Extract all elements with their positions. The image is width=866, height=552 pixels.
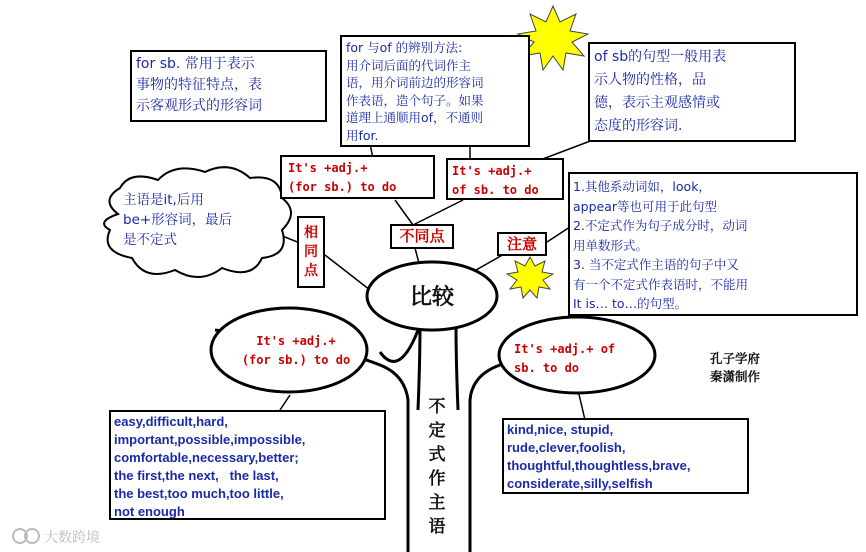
trunk-char: 作 [428,469,446,489]
note-line: appear等也可用于此句型 [573,198,718,214]
note-line: 示客观形式的形容词 [136,98,262,114]
label-char: 点 [304,263,318,279]
note-line: It is… to…的句型。 [573,296,688,311]
of-sb-usage-note [588,42,796,142]
differences-label [390,224,454,249]
note-line: 主语是it,后用 [123,192,204,208]
credit-line: 孔子学府 [710,351,761,366]
pattern-line: It's +adj.+ [256,334,336,348]
note-line: 示人物的性格，品 [594,72,706,88]
right-ellipse-text [514,340,654,378]
note-line: 3. 当不定式作主语的句子中又 [573,257,739,272]
center-label-text: 比较 [409,285,454,310]
note-line: 是不定式 [123,232,177,248]
note-line: 有一个不定式作表语时，不能用 [573,276,749,292]
pattern-line: of sb. to do [452,183,539,197]
credit-line: 秦潇制作 [710,369,761,384]
pattern-line: It's +adj.+ [288,161,368,175]
note-line: 1.其他系动词如，look， [573,179,711,194]
adjective-line: kind,nice, stupid, [507,422,614,437]
differences-label-text: 不同点 [399,227,445,245]
attention-note [568,172,858,316]
adjective-line: the first,the next, the last, [114,468,279,483]
adjective-line: easy,difficult,hard, [114,414,228,429]
for-of-distinction-note [340,35,530,147]
pattern-line: It's +adj.+ of [514,342,616,356]
attention-label [497,232,547,256]
attention-label-text: 注意 [506,235,537,253]
credit-text [710,350,780,386]
note-line: for sb. 常用于表示 [136,56,255,72]
adjective-line: thoughtful,thoughtless,brave, [507,458,691,473]
trunk-char: 式 [428,445,446,465]
center-label [367,280,497,311]
trunk-char: 定 [428,421,446,441]
note-line: 语，用介词前边的形容词 [346,75,484,90]
note-line: be+形容词，最后 [123,212,233,228]
pattern-line: (for sb.) to do [288,180,397,194]
star-icon [507,257,553,298]
trunk-char: 主 [428,493,446,513]
note-line: 2.不定式作为句子成分时，动词 [573,218,748,233]
note-line: of sb的句型一般用表 [594,49,727,65]
trunk-char: 不 [428,397,446,417]
watermark-text [44,527,100,547]
note-line: for 与of 的辨别方法: [346,40,463,55]
left-ellipse-text [226,332,366,370]
adjective-line: the best,too much,too little, [114,486,284,501]
adjective-line: important,possible,impossible, [114,432,306,447]
note-line: 用for. [346,127,379,143]
right-adjective-list [502,418,749,494]
left-adjective-list [109,410,386,520]
note-line: 事物的特征特点，表 [136,77,262,93]
pattern-of-box [446,158,564,200]
similarities-label [297,216,325,288]
adjective-line: not enough [114,504,185,519]
pattern-line: It's +adj.+ [452,164,532,178]
adjective-line: rude,clever,foolish, [507,440,626,455]
note-line: 作表语，造个句子。如果 [346,92,484,108]
note-line: 道理上通顺用of，不通则 [346,110,484,125]
watermark-logo-icon [13,529,39,543]
note-line: 用介词后面的代词作主 [346,57,472,73]
watermark-label: 大数跨境 [44,530,100,546]
adjective-line: considerate,silly,selfish [507,476,653,491]
trunk-char: 语 [428,517,446,537]
pattern-line: (for sb.) to do [241,353,351,367]
pattern-line: sb. to do [514,361,580,375]
cloud-note-text [123,190,283,250]
note-line: 德，表示主观感情或 [594,95,720,111]
infinitive-subject-label [424,395,450,539]
label-char: 相 [304,225,318,241]
adjective-line: comfortable,necessary,better; [114,450,299,465]
note-line: 态度的形容词. [594,118,683,134]
for-sb-usage-note [130,50,327,122]
label-char: 同 [304,244,318,260]
note-line: 用单数形式。 [573,237,649,253]
pattern-for-box [280,155,435,199]
